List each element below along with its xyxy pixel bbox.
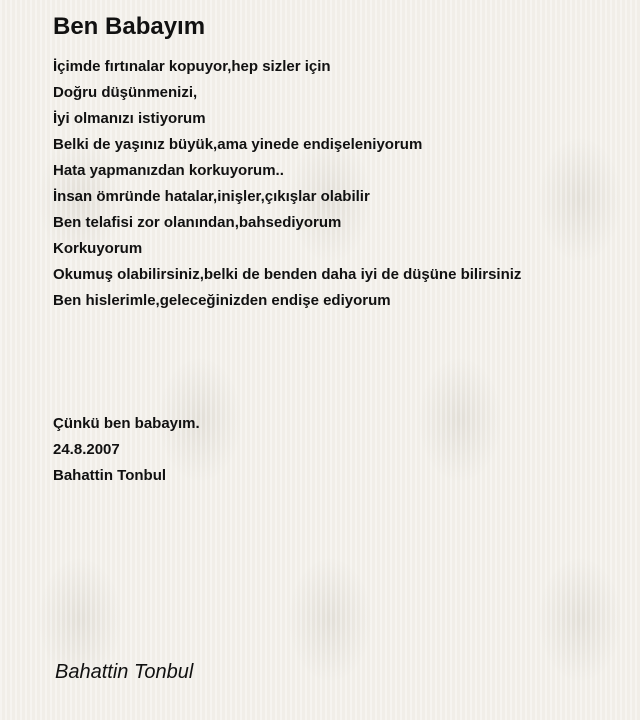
poem-date: 24.8.2007: [53, 441, 120, 458]
poem-line: Korkuyorum: [53, 240, 143, 257]
poem-line: Doğru düşünmenizi,: [53, 84, 198, 101]
poem-title: Ben Babayım: [53, 13, 206, 40]
poem-author: Bahattin Tonbul: [53, 467, 167, 484]
poem-line: Belki de yaşınız büyük,ama yinede endişeleniyorum: [53, 136, 423, 153]
poem-line: Ben hislerimle,geleceğinizden endişe ediyorum: [53, 292, 391, 309]
poem-line: İyi olmanızı istiyorum: [53, 110, 206, 127]
closing-line: Çünkü ben babayım.: [53, 415, 200, 432]
poem-footer: [53, 411, 200, 489]
poem-body: [53, 54, 521, 314]
poem-line: Ben telafisi zor olanından,bahsediyorum: [53, 214, 342, 231]
poem-line: İçimde fırtınalar kopuyor,hep sizler için: [53, 58, 331, 75]
author-signature: Bahattin Tonbul: [55, 661, 194, 683]
poem-line: İnsan ömründe hatalar,inişler,çıkışlar olabilir: [53, 188, 370, 205]
poem-line: Okumuş olabilirsiniz,belki de benden daha iyi de düşüne bilirsiniz: [53, 266, 522, 283]
poem-line: Hata yapmanızdan korkuyorum..: [53, 162, 284, 179]
